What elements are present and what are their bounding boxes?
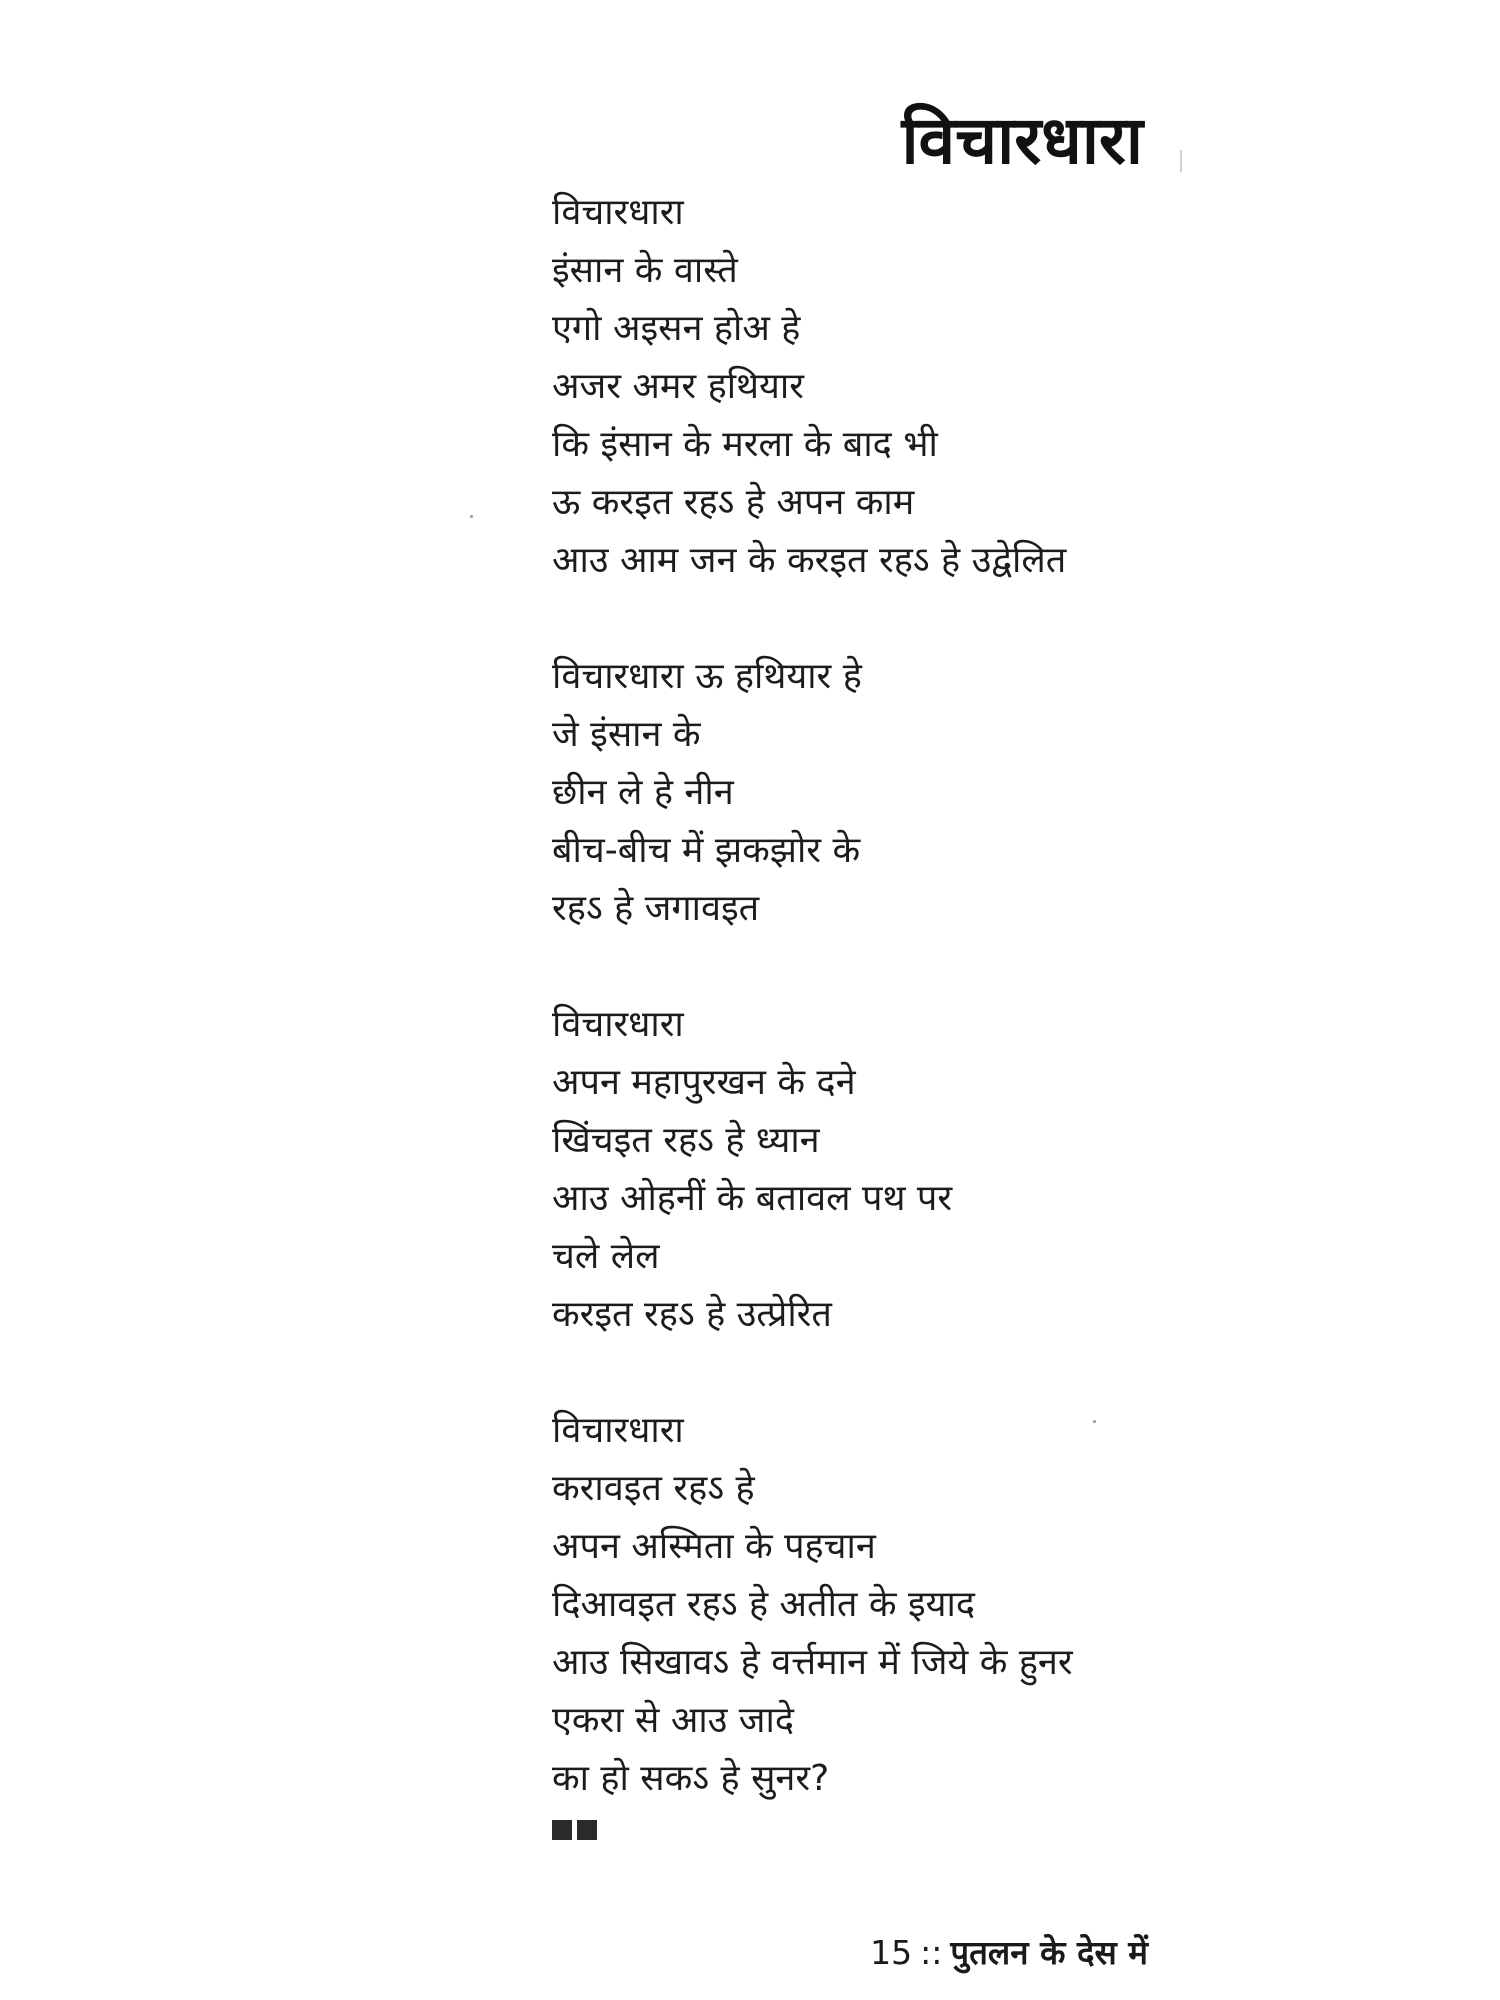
page-number: 15	[870, 1933, 913, 1972]
poem-line: अपन महापुरखन के दने	[552, 1062, 856, 1103]
stanza-3	[552, 996, 1252, 1344]
poem-title: विचारधारा	[901, 102, 1143, 180]
poem-line: आउ सिखावऽ हे वर्त्तमान में जिये के हुनर	[552, 1642, 1073, 1683]
poem-line: ऊ करइत रहऽ हे अपन काम	[552, 482, 915, 523]
scan-edge-mark	[1180, 150, 1182, 172]
poem-line: करइत रहऽ हे उत्प्रेरित	[552, 1294, 832, 1335]
poem-line: एकरा से आउ जादे	[552, 1700, 794, 1741]
stanza-1	[552, 184, 1252, 590]
poem-body	[552, 184, 1252, 1866]
poem-line: खिंचइत रहऽ हे ध्यान	[552, 1120, 820, 1161]
footer-separator: ::	[920, 1933, 943, 1972]
poem-line: आउ ओहनीं के बतावल पथ पर	[552, 1178, 953, 1219]
poem-line: का हो सकऽ हे सुनर?	[552, 1758, 830, 1799]
poem-line: करावइत रहऽ हे	[552, 1468, 755, 1509]
poem-line: विचारधारा	[552, 192, 684, 233]
stanza-2	[552, 648, 1252, 938]
poem-line: विचारधारा	[552, 1410, 684, 1451]
poem-line: कि इंसान के मरला के बाद भी	[552, 424, 938, 465]
poem-line: इंसान के वास्ते	[552, 250, 738, 291]
poem-line: चले लेल	[552, 1236, 660, 1277]
poem-line: जे इंसान के	[552, 714, 701, 755]
book-title: पुतलन के देस में	[950, 1933, 1148, 1972]
poem-line: आउ आम जन के करइत रहऽ हे उद्वेलित	[552, 540, 1067, 581]
poem-line: रहऽ हे जगावइत	[552, 888, 760, 929]
page-footer	[870, 1928, 1148, 1978]
poem-line: विचारधारा	[552, 1004, 684, 1045]
poem-line: बीच-बीच में झकझोर के	[552, 830, 861, 871]
poem-line: दिआवइत रहऽ हे अतीत के इयाद	[552, 1584, 975, 1625]
poem-line: एगो अइसन होअ हे	[552, 308, 801, 349]
end-of-poem-mark	[552, 1820, 597, 1840]
poem-line: अजर अमर हथियार	[552, 366, 804, 407]
scan-speck	[470, 515, 473, 518]
end-square-icon	[577, 1820, 597, 1840]
poem-line: अपन अस्मिता के पहचान	[552, 1526, 876, 1567]
end-square-icon	[552, 1820, 572, 1840]
poem-line: छीन ले हे नीन	[552, 772, 734, 813]
poem-line: विचारधारा ऊ हथियार हे	[552, 656, 862, 697]
stanza-4	[552, 1402, 1252, 1808]
